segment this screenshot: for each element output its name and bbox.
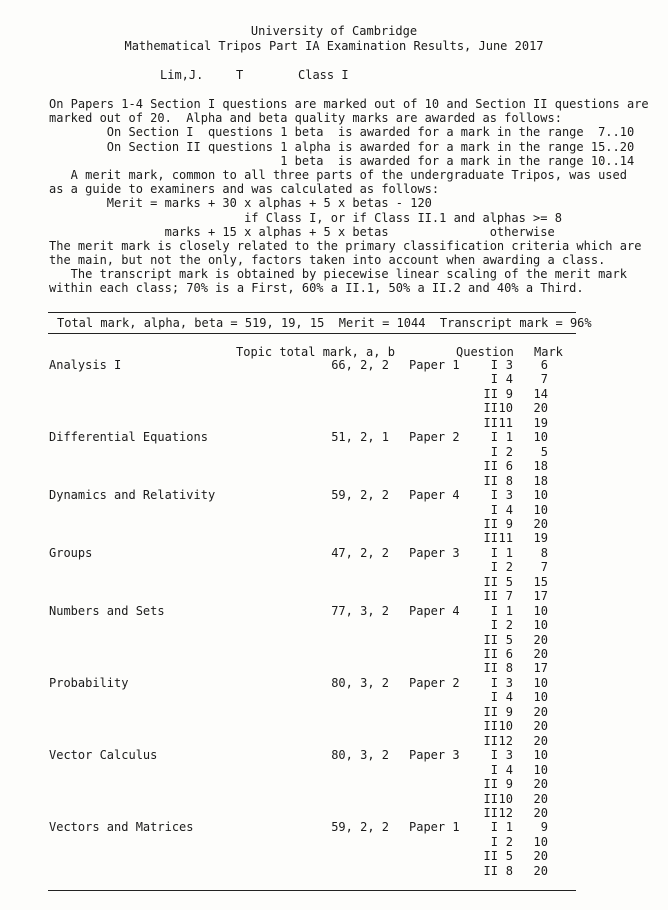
- question-number: 1: [505, 820, 513, 835]
- question-mark: 8: [540, 545, 548, 560]
- question-section: II: [483, 647, 498, 661]
- topic-total: 51, 2, 1: [331, 430, 389, 445]
- question-number: 4: [505, 690, 513, 705]
- question-mark: 10: [533, 603, 548, 618]
- question-mark: 19: [533, 415, 548, 430]
- question-section: II: [483, 704, 498, 719]
- question-section: I: [490, 358, 498, 372]
- question-mark: 15: [533, 574, 548, 589]
- question-mark: 7: [540, 560, 548, 575]
- topic-name: Numbers and Sets: [49, 603, 165, 618]
- university-title: University of Cambridge: [250, 24, 418, 38]
- question-mark: 20: [533, 516, 548, 531]
- question-section: I: [490, 618, 498, 633]
- question-mark: 20: [533, 733, 548, 748]
- summary-divider: [48, 333, 576, 334]
- question-mark: 10: [533, 690, 548, 705]
- explanation-line: The transcript mark is obtained by piecewise linear scaling of the merit mark: [49, 267, 627, 282]
- question-number: 8: [505, 661, 513, 676]
- explanation-line: within each class; 70% is a First, 60% a II.1, 50% a II.2 and 40% a Third.: [49, 281, 584, 296]
- topic-total: 80, 3, 2: [331, 748, 389, 763]
- question-section: I: [490, 820, 498, 835]
- topic-name: Dynamics and Relativity: [49, 488, 216, 503]
- question-section: I: [490, 834, 498, 849]
- question-section: II: [483, 531, 498, 546]
- topic-name: Vectors and Matrices: [49, 820, 194, 835]
- explanation-line: A merit mark, common to all three parts of the undergraduate Tripos, was used: [49, 167, 627, 182]
- topic-name: Vector Calculus: [49, 748, 158, 763]
- explanation-line: if Class I, or if Class II.1 and alphas >= 8: [49, 210, 562, 225]
- question-number: 4: [505, 372, 513, 387]
- question-mark: 14: [533, 386, 548, 401]
- col-header-topic-total: Topic total mark, a, b: [236, 345, 395, 359]
- question-section: II: [483, 459, 498, 474]
- question-section: II: [483, 632, 498, 647]
- question-section: I: [490, 762, 498, 777]
- explanation-text: [49, 97, 649, 296]
- question-number: 11: [498, 531, 513, 546]
- question-number: 3: [505, 488, 513, 503]
- question-number: 5: [505, 849, 513, 864]
- question-number: 5: [505, 632, 513, 647]
- question-number: 3: [505, 748, 513, 763]
- question-number: 12: [498, 733, 513, 748]
- question-mark: 20: [533, 401, 548, 416]
- question-section: II: [483, 863, 498, 878]
- question-section: I: [490, 372, 498, 387]
- question-mark: 20: [533, 719, 548, 734]
- question-section: I: [490, 560, 498, 575]
- question-number: 4: [505, 502, 513, 517]
- question-number: 2: [505, 560, 513, 575]
- explanation-line: marks + 15 x alphas + 5 x betas otherwise: [49, 224, 555, 239]
- question-number: 1: [505, 545, 513, 560]
- question-number: 8: [505, 863, 513, 878]
- paper-label: Paper 2: [409, 675, 460, 690]
- question-section: II: [483, 661, 498, 676]
- question-number: 10: [498, 791, 513, 806]
- question-number: 6: [505, 459, 513, 474]
- question-section: II: [483, 589, 498, 604]
- col-header-question: Question: [456, 345, 514, 359]
- question-mark: 10: [533, 618, 548, 633]
- exam-title: Mathematical Tripos Part IA Examination Results, June 2017: [124, 39, 544, 53]
- question-section: II: [483, 516, 498, 531]
- summary-line: Total mark, alpha, beta = 519, 19, 15 Merit = 1044 Transcript mark = 96%: [57, 316, 592, 330]
- topic-total: 59, 2, 2: [331, 820, 389, 835]
- explanation-line: 1 beta is awarded for a mark in the range 10..14: [49, 153, 635, 168]
- question-mark: 10: [533, 502, 548, 517]
- paper-label: Paper 3: [409, 748, 460, 763]
- question-mark: 10: [533, 834, 548, 849]
- question-section: II: [483, 401, 498, 416]
- question-mark: 10: [533, 488, 548, 503]
- question-number: 4: [505, 762, 513, 777]
- explanation-line: Merit = marks + 30 x alphas + 5 x betas - 120: [49, 196, 432, 211]
- question-number: 6: [505, 647, 513, 661]
- question-section: I: [490, 502, 498, 517]
- paper-label: Paper 2: [409, 430, 460, 445]
- explanation-line: marked out of 20. Alpha and beta quality marks are awarded as follows:: [49, 111, 562, 126]
- question-mark: 7: [540, 372, 548, 387]
- bottom-divider: [48, 890, 576, 891]
- topic-total: 77, 3, 2: [331, 603, 389, 618]
- question-section: I: [490, 690, 498, 705]
- topic-name: Differential Equations: [49, 430, 208, 445]
- explanation-line: On Papers 1-4 Section I questions are marked out of 10 and Section II questions are: [49, 97, 649, 111]
- question-mark: 18: [533, 459, 548, 474]
- question-mark: 17: [533, 589, 548, 604]
- question-number: 9: [505, 386, 513, 401]
- candidate-name: Lim,J.: [160, 68, 204, 82]
- topic-name: Analysis I: [49, 358, 122, 372]
- question-section: II: [483, 791, 498, 806]
- college-code: T: [236, 68, 244, 82]
- question-mark: 10: [533, 748, 548, 763]
- question-number: 3: [505, 358, 513, 372]
- question-mark: 20: [533, 704, 548, 719]
- question-mark: 20: [533, 791, 548, 806]
- question-number: 10: [498, 401, 513, 416]
- question-mark: 9: [540, 820, 548, 835]
- question-number: 11: [498, 415, 513, 430]
- topic-name: Probability: [49, 675, 129, 690]
- question-number: 9: [505, 777, 513, 792]
- explanation-line: On Section II questions 1 alpha is awarded for a mark in the range 15..20: [49, 139, 635, 154]
- topic-total: 80, 3, 2: [331, 675, 389, 690]
- question-section: I: [490, 603, 498, 618]
- topic-name: Groups: [49, 545, 93, 560]
- paper-label: Paper 4: [409, 488, 460, 503]
- question-number: 2: [505, 618, 513, 633]
- question-section: II: [483, 849, 498, 864]
- question-mark: 20: [533, 849, 548, 864]
- question-mark: 10: [533, 430, 548, 445]
- question-mark: 10: [533, 675, 548, 690]
- question-number: 10: [498, 719, 513, 734]
- explanation-line: On Section I questions 1 beta is awarded for a mark in the range 7..10: [49, 125, 635, 140]
- question-section: II: [483, 386, 498, 401]
- question-section: II: [483, 574, 498, 589]
- question-mark: 17: [533, 661, 548, 676]
- question-section: I: [490, 675, 498, 690]
- question-mark: 20: [533, 805, 548, 820]
- topic-total: 59, 2, 2: [331, 488, 389, 503]
- question-section: II: [483, 777, 498, 792]
- question-mark: 10: [533, 762, 548, 777]
- question-number: 3: [505, 675, 513, 690]
- question-mark: 20: [533, 647, 548, 661]
- question-section: II: [483, 415, 498, 430]
- paper-label: Paper 4: [409, 603, 460, 618]
- question-mark: 19: [533, 531, 548, 546]
- question-number: 1: [505, 603, 513, 618]
- question-section: I: [490, 545, 498, 560]
- question-section: II: [483, 473, 498, 488]
- question-number: 5: [505, 574, 513, 589]
- col-header-mark: Mark: [534, 345, 563, 359]
- question-section: I: [490, 430, 498, 445]
- topic-total: 66, 2, 2: [331, 358, 389, 372]
- question-number: 9: [505, 704, 513, 719]
- question-section: I: [490, 444, 498, 459]
- class-result: Class I: [298, 68, 349, 82]
- paper-label: Paper 3: [409, 545, 460, 560]
- question-mark: 18: [533, 473, 548, 488]
- question-number: 9: [505, 516, 513, 531]
- topic-total: 47, 2, 2: [331, 545, 389, 560]
- question-number: 2: [505, 444, 513, 459]
- question-number: 2: [505, 834, 513, 849]
- question-mark: 6: [540, 358, 548, 372]
- question-number: 12: [498, 805, 513, 820]
- question-mark: 20: [533, 632, 548, 647]
- question-number: 7: [505, 589, 513, 604]
- question-number: 1: [505, 430, 513, 445]
- explanation-line: The merit mark is closely related to the primary classification criteria which are: [49, 238, 642, 253]
- top-divider: [48, 312, 576, 313]
- explanation-line: as a guide to examiners and was calculated as follows:: [49, 182, 440, 197]
- question-section: II: [483, 733, 498, 748]
- paper-label: Paper 1: [409, 820, 460, 835]
- question-section: I: [490, 488, 498, 503]
- question-section: I: [490, 748, 498, 763]
- question-mark: 20: [533, 863, 548, 878]
- question-mark: 5: [540, 444, 548, 459]
- explanation-line: the main, but not the only, factors taken into account when awarding a class.: [49, 253, 606, 268]
- question-section: II: [483, 805, 498, 820]
- question-section: II: [483, 719, 498, 734]
- question-number: 8: [505, 473, 513, 488]
- question-mark: 20: [533, 777, 548, 792]
- paper-label: Paper 1: [409, 358, 460, 372]
